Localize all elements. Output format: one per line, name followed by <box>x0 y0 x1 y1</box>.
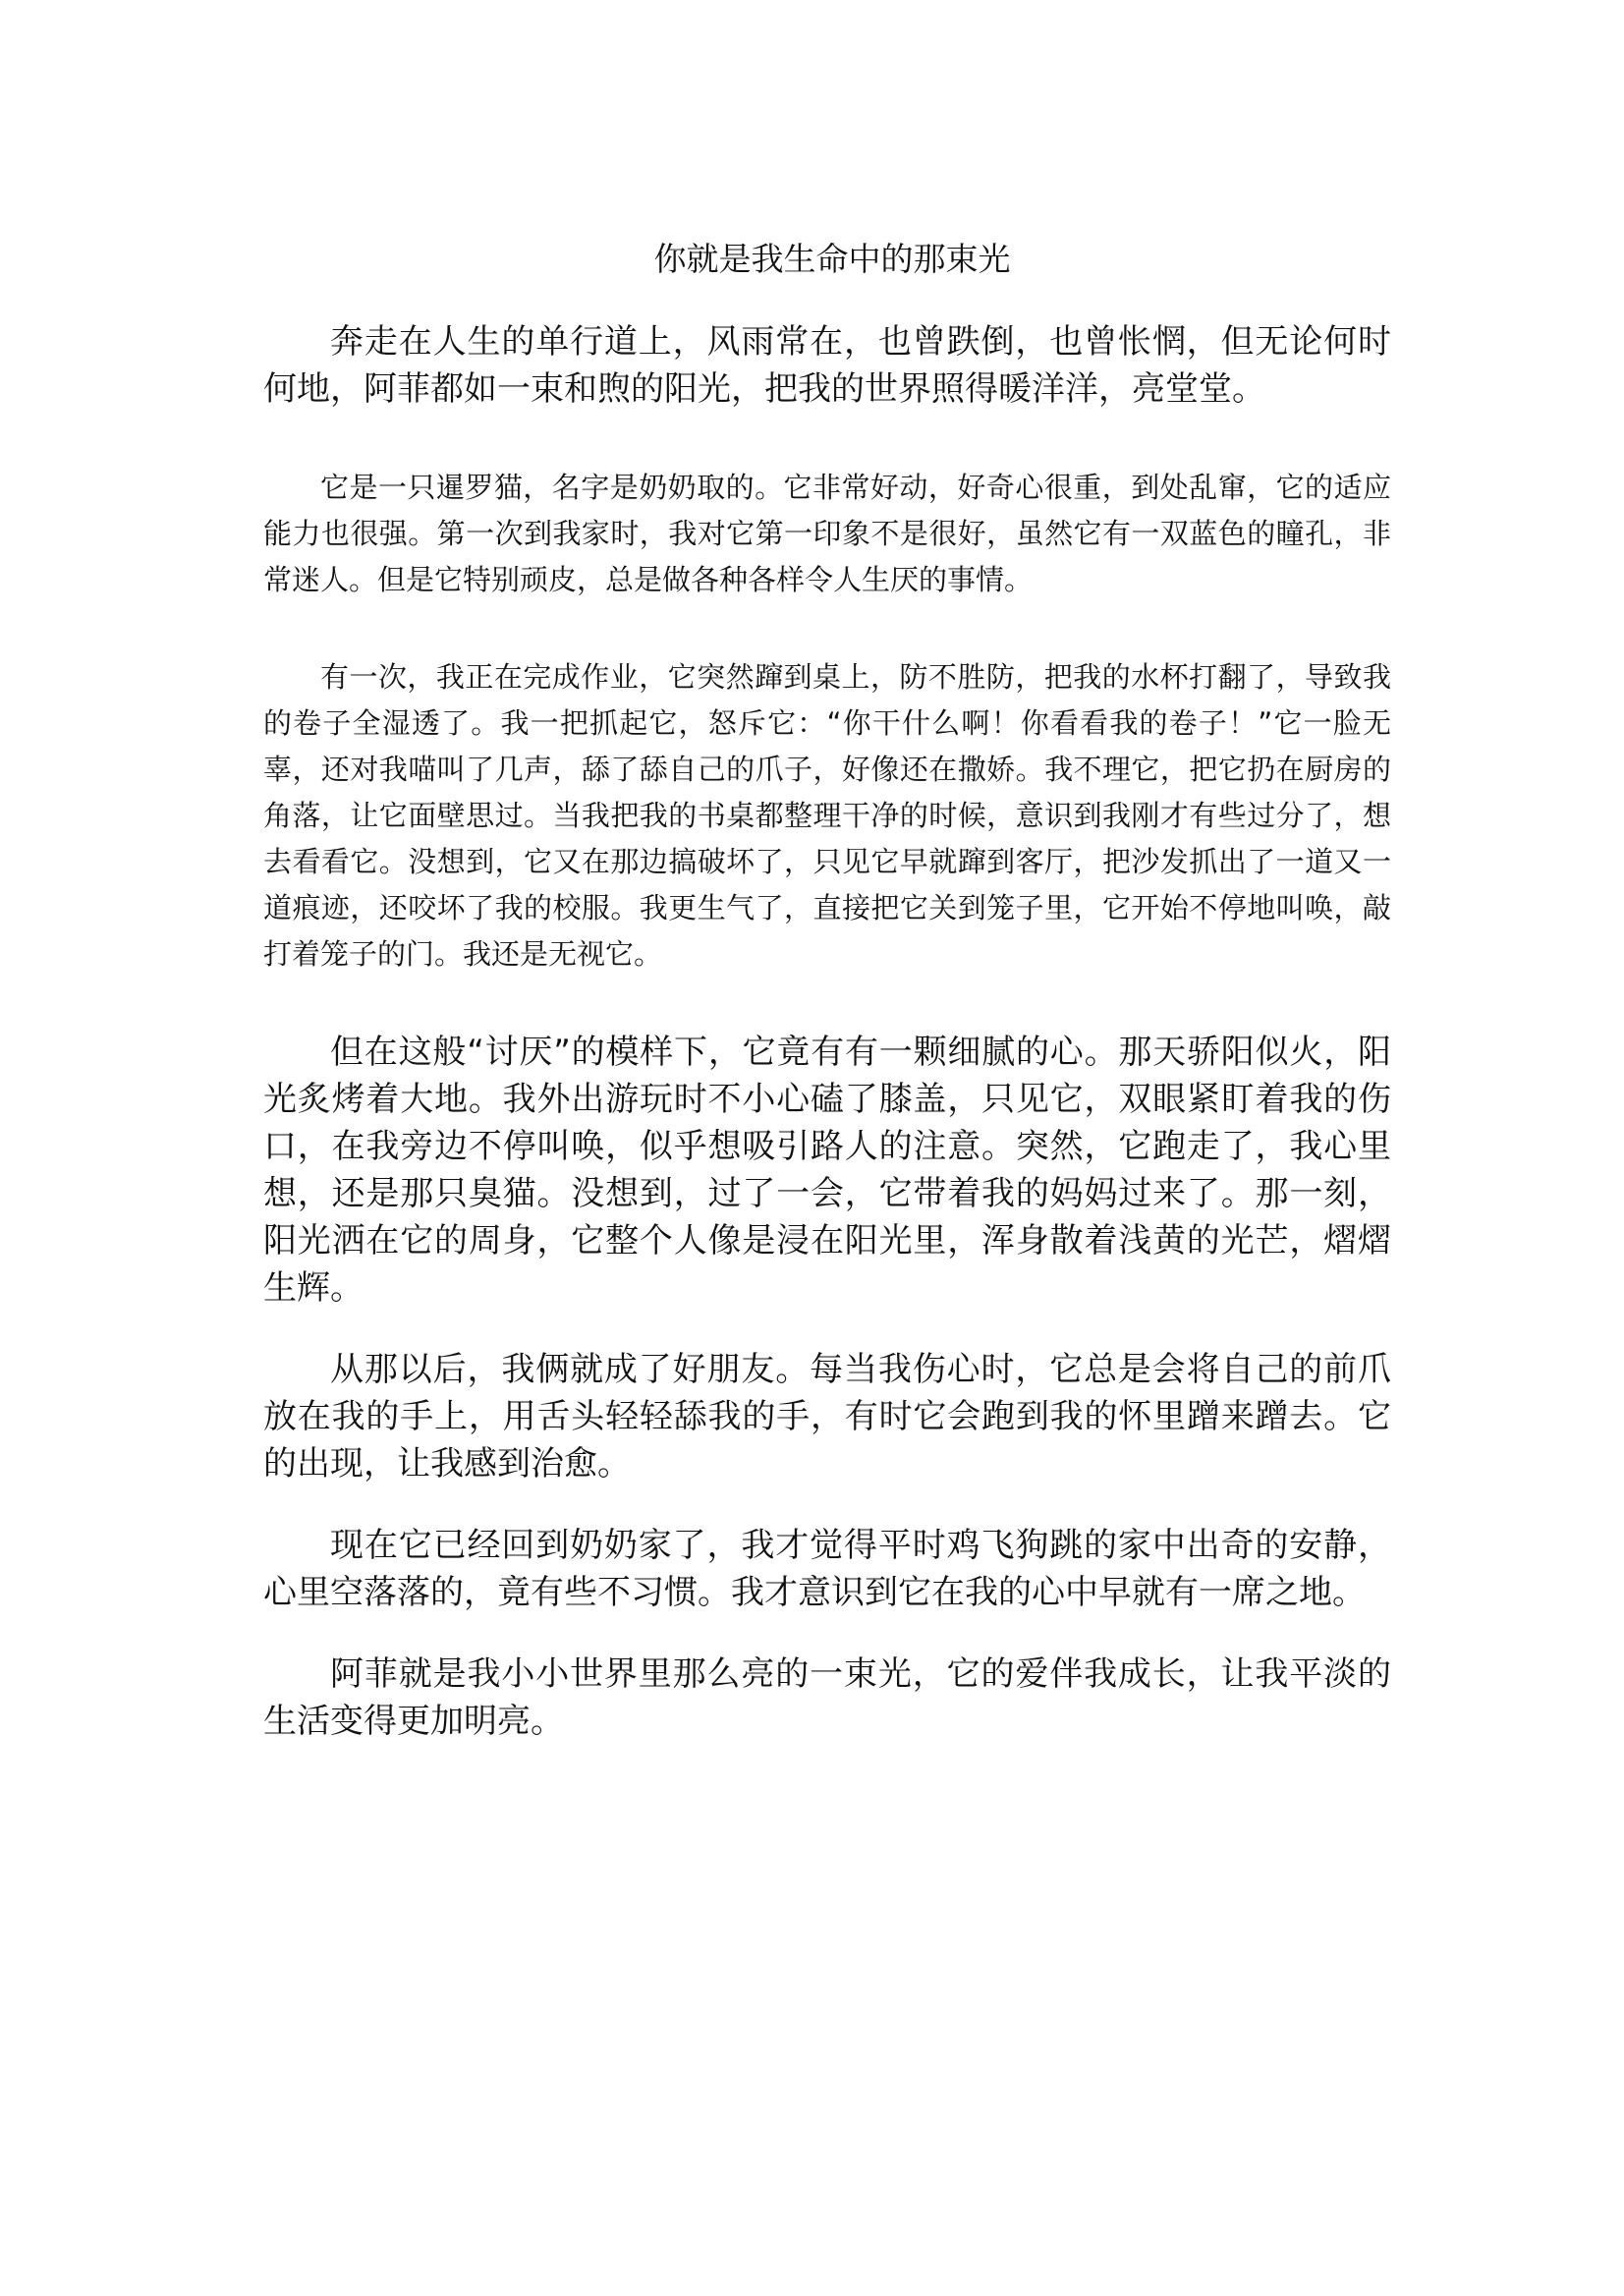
essay-title: 你就是我生命中的那束光 <box>653 240 1011 278</box>
essay-paragraph-6: 现在它已经回到奶奶家了，我才觉得平时鸡飞狗跳的家中出奇的安静，心里空落落的，竟有些不习惯。我才意识到它在我的心中早就有一席之地。 <box>263 1526 1391 1612</box>
essay-paragraph-3: 有一次，我正在完成作业，它突然蹿到桌上，防不胜防，把我的水杯打翻了，导致我的卷子全湿透了。我一把抓起它，怒斥它：“你干什么啊！你看看我的卷子！”它一脸无辜，还对我喵叫了几声，舔了舔自己的爪子，好像还在撒娇。我不理它，把它扔在厨房的角落，让它面壁思过。当我把我的书桌都整理干净的时候，意识到我刚才有些过分了，想去看看它。没想到，它又在那边搞破坏了，只见它早就蹿到客厅，把沙发抓出了一道又一道痕迹，还咬坏了我的校服。我更生气了，直接把它关到笼子里，它开始不停地叫唤，敲打着笼子的门。我还是无视它。 <box>263 660 1391 971</box>
essay-paragraph-2: 它是一只暹罗猫，名字是奶奶取的。它非常好动，好奇心很重，到处乱窜，它的适应能力也很强。第一次到我家时，我对它第一印象不是很好，虽然它有一双蓝色的瞳孔，非常迷人。但是它特别顽皮，总是做各种各样令人生厌的事情。 <box>263 471 1391 596</box>
essay-paragraph-7: 阿菲就是我小小世界里那么亮的一束光，它的爱伴我成长，让我平淡的生活变得更加明亮。 <box>263 1654 1391 1741</box>
essay <box>263 236 1391 1745</box>
essay-paragraph-4: 但在这般“讨厌”的模样下，它竟有有一颗细腻的心。那天骄阳似火，阳光炙烤着大地。我外出游玩时不小心磕了膝盖，只见它，双眼紧盯着我的伤口，在我旁边不停叫唤，似乎想吸引路人的注意。突然，它跑走了，我心里想，还是那只臭猫。没想到，过了一会，它带着我的妈妈过来了。那一刻，阳光洒在它的周身，它整个人像是浸在阳光里，浑身散着浅黄的光芒，熠熠生辉。 <box>263 1033 1391 1308</box>
essay-paragraph-1: 奔走在人生的单行道上，风雨常在，也曾跌倒，也曾怅惘，但无论何时何地，阿菲都如一束和煦的阳光，把我的世界照得暖洋洋，亮堂堂。 <box>263 322 1391 409</box>
essay-paragraph-5: 从那以后，我俩就成了好朋友。每当我伤心时，它总是会将自己的前爪放在我的手上，用舌头轻轻舔我的手，有时它会跑到我的怀里蹭来蹭去。它的出现，让我感到治愈。 <box>263 1350 1391 1484</box>
